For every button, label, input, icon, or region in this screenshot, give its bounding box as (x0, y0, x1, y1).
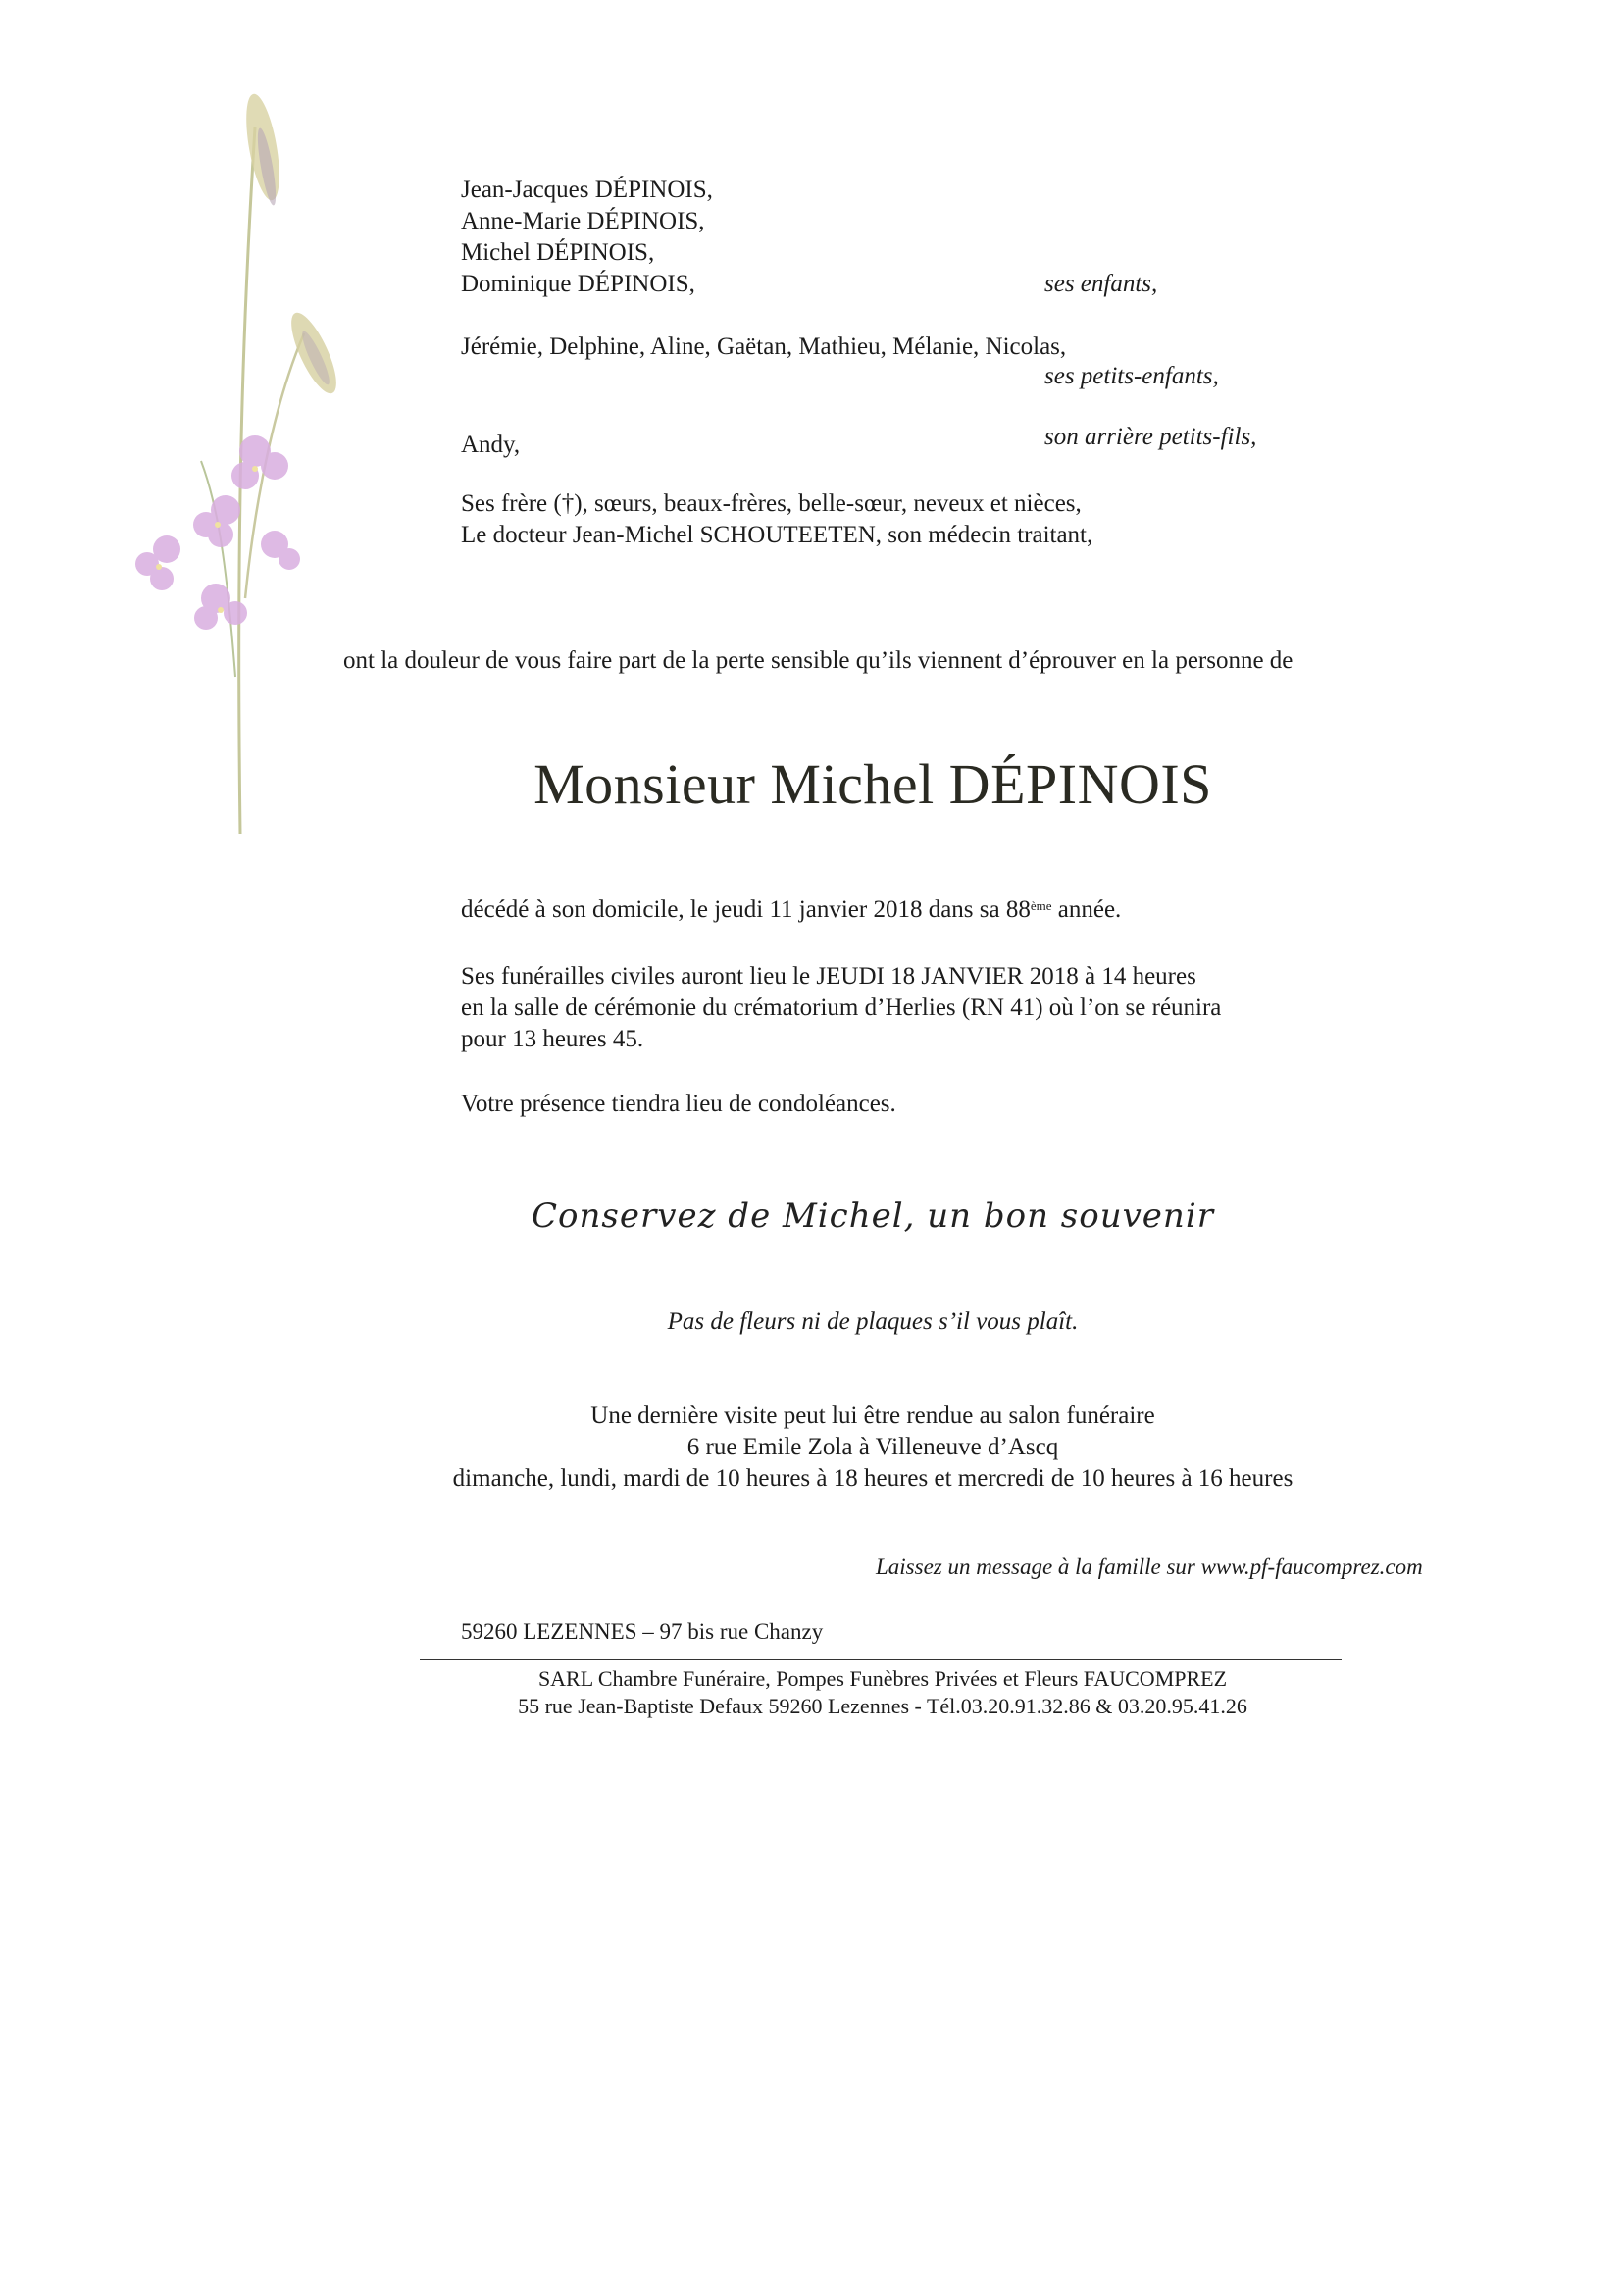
script-quote: Conservez de Michel, un bon souvenir (532, 1196, 1214, 1236)
children-role: ses enfants, (1044, 271, 1158, 297)
footer-rule (420, 1659, 1342, 1660)
online-message: Laissez un message à la famille sur www.pf-faucomprez.com (876, 1554, 1423, 1579)
visit-line-1: Une dernière visite peut lui être rendue au salon funéraire (590, 1402, 1155, 1429)
great-grandchild-role: son arrière petits-fils, (1044, 424, 1257, 450)
deceased-name: Monsieur Michel DÉPINOIS (533, 752, 1212, 816)
funeral-line-2: en la salle de cérémonie du crématorium d’Herlies (RN 41) où l’on se réunira (461, 994, 1222, 1021)
funeral-line-1: Ses funérailles civiles auront lieu le JEUDI 18 JANVIER 2018 à 14 heures (461, 963, 1196, 990)
doctor: Le docteur Jean-Michel SCHOUTEETEN, son médecin traitant, (461, 522, 1093, 548)
funeral-line-3: pour 13 heures 45. (461, 1026, 644, 1052)
child-2: Anne-Marie DÉPINOIS, (461, 208, 705, 234)
announcement: ont la douleur de vous faire part de la perte sensible qu’ils viennent d’éprouver en la personne de (343, 647, 1294, 674)
grandchildren: Jérémie, Delphine, Aline, Gaëtan, Mathieu, Mélanie, Nicolas, (461, 333, 1067, 360)
child-3: Michel DÉPINOIS, (461, 239, 655, 266)
address: 59260 LEZENNES – 97 bis rue Chanzy (461, 1619, 824, 1644)
no-flowers: Pas de fleurs ni de plaques s’il vous plaît. (667, 1308, 1079, 1335)
great-grandchild: Andy, (461, 432, 521, 458)
visit-line-2: 6 rue Emile Zola à Villeneuve d’Ascq (686, 1434, 1059, 1460)
child-4: Dominique DÉPINOIS, (461, 271, 695, 297)
footer-contact: 55 rue Jean-Baptiste Defaux 59260 Lezennes - Tél.03.20.91.32.86 & 03.20.95.41.26 (518, 1694, 1247, 1718)
footer-company: SARL Chambre Funéraire, Pompes Funèbres Privées et Fleurs FAUCOMPREZ (537, 1666, 1228, 1691)
condolences: Votre présence tiendra lieu de condoléances. (461, 1091, 896, 1117)
visit-line-3: dimanche, lundi, mardi de 10 heures à 18 heures et mercredi de 10 heures à 16 heures (452, 1465, 1294, 1492)
grandchildren-role: ses petits-enfants, (1044, 363, 1219, 389)
relatives: Ses frère (†), sœurs, beaux-frères, belle-sœur, neveux et nièces, (461, 490, 1082, 517)
child-1: Jean-Jacques DÉPINOIS, (461, 177, 713, 203)
death-notice: décédé à son domicile, le jeudi 11 janvier 2018 dans sa 88ème année. (461, 896, 1122, 923)
flower-illustration (108, 88, 343, 853)
